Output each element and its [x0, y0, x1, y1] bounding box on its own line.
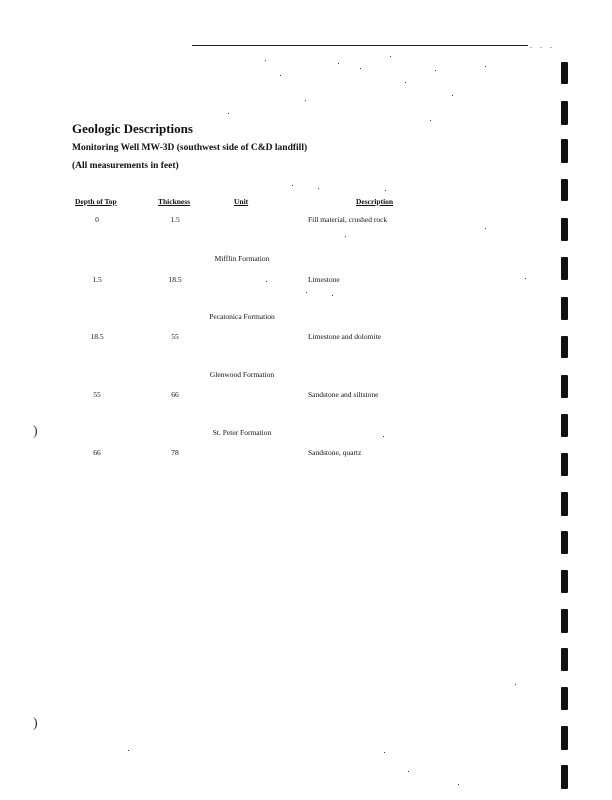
- cell-depth: 0: [95, 215, 99, 224]
- scan-speck: [430, 120, 431, 121]
- margin-mark: ): [33, 424, 38, 439]
- binding-mark: [561, 414, 568, 437]
- cell-description: Sandstone and siltstone: [308, 390, 379, 399]
- cell-thickness: 1.5: [170, 215, 180, 224]
- scan-speck: [128, 750, 129, 751]
- scan-speck: [360, 68, 361, 69]
- cell-unit: St. Peter Formation: [212, 428, 272, 437]
- scan-speck: [525, 278, 526, 279]
- binding-mark: [561, 179, 568, 201]
- scan-speck: [265, 60, 266, 61]
- scan-speck: [385, 190, 386, 191]
- cell-unit: Glenwood Formation: [209, 370, 275, 379]
- scan-speck: [338, 63, 339, 64]
- scan-speck: [228, 113, 229, 114]
- binding-mark: [561, 531, 568, 554]
- cell-depth: 18.5: [90, 332, 104, 341]
- scan-speck: [332, 295, 333, 296]
- scan-speck: [266, 281, 267, 282]
- header-description: Description: [356, 197, 394, 206]
- binding-mark: [561, 375, 568, 398]
- cell-depth: 1.5: [92, 275, 102, 284]
- scan-speck: [515, 684, 516, 685]
- scan-speck: [345, 236, 346, 237]
- binding-mark: [561, 687, 568, 710]
- cell-unit: Pecatonica Formation: [209, 312, 275, 321]
- binding-mark: [561, 257, 568, 280]
- binding-mark: [561, 297, 568, 320]
- scan-speck: [485, 66, 486, 67]
- scan-speck: [390, 56, 391, 57]
- binding-mark: [561, 101, 568, 125]
- scan-speck: [405, 82, 406, 83]
- measurement-note: (All measurements in feet): [72, 161, 179, 171]
- binding-mark: [561, 218, 568, 241]
- cell-thickness: 55: [171, 332, 179, 341]
- scan-speck: [306, 292, 307, 293]
- cell-description: Limestone and dolomite: [308, 332, 381, 341]
- scan-speck: [383, 436, 384, 437]
- cell-depth: 66: [93, 448, 101, 457]
- scan-speck: [280, 75, 281, 76]
- binding-mark: [561, 453, 568, 476]
- top-rule: [192, 45, 528, 46]
- scan-speck: [458, 784, 459, 785]
- binding-mark: [561, 648, 568, 671]
- binding-mark: [561, 765, 568, 789]
- document-subtitle: Monitoring Well MW-3D (southwest side of C&D landfill): [72, 143, 308, 153]
- cell-thickness: 66: [171, 390, 179, 399]
- cell-thickness: 18.5: [168, 275, 182, 284]
- scan-speck: [452, 95, 453, 96]
- scan-speck: [305, 100, 306, 101]
- cell-description: Fill material, crushed rock: [308, 215, 388, 224]
- binding-mark: [561, 336, 568, 358]
- binding-mark: [561, 139, 568, 163]
- binding-mark: [561, 726, 568, 750]
- cell-description: Sandstone, quartz: [308, 448, 362, 457]
- scan-speck: [408, 771, 409, 772]
- header-depth-of-top: Depth of Top: [75, 197, 117, 206]
- cell-depth: 55: [93, 390, 101, 399]
- binding-mark: [561, 570, 568, 593]
- cell-thickness: 78: [171, 448, 179, 457]
- scan-speck: [435, 70, 436, 71]
- cell-description: Limestone: [308, 275, 340, 284]
- scan-speck: [384, 752, 385, 753]
- scan-speck: [292, 185, 293, 186]
- binding-mark: [561, 492, 568, 516]
- margin-mark: ): [33, 716, 38, 731]
- document-title: Geologic Descriptions: [72, 121, 193, 136]
- top-rule-dots: . . .: [530, 41, 555, 50]
- header-unit: Unit: [234, 197, 249, 206]
- binding-mark: [561, 609, 568, 633]
- binding-mark: [561, 62, 568, 84]
- header-thickness: Thickness: [158, 197, 191, 206]
- scan-speck: [318, 188, 319, 189]
- cell-unit: Mifflin Formation: [214, 254, 270, 263]
- scan-speck: [485, 228, 486, 229]
